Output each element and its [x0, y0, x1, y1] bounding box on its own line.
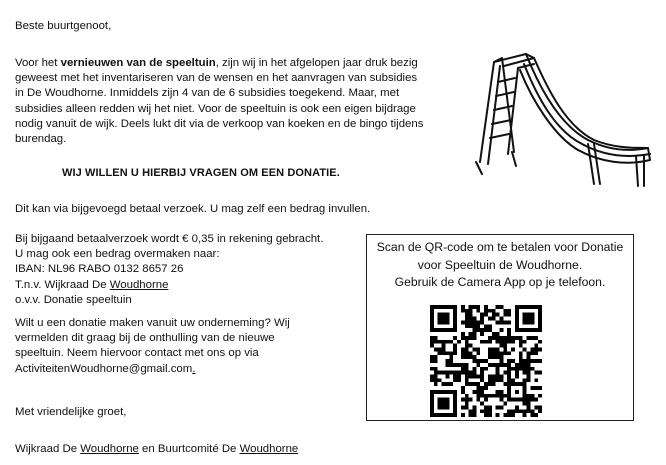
qr-instruction-line: Scan de QR-code om te betalen voor Donatie: [376, 240, 624, 254]
email-line: ActiviteitenWoudhorne@gmail.com.: [15, 362, 196, 375]
signature: Wijkraad De Woudhorne en Buurtcomité De Woudhorne: [15, 443, 299, 455]
business-line: vermelden dit graag bij de onthulling van de nieuwe: [15, 332, 275, 345]
intro-line: nodig vanuit de wijk. Deels lukt dit via de verkoop van koeken en de bingo tijdens: [15, 117, 424, 130]
intro-bold-phrase: vernieuwen van de speeltuin: [60, 57, 216, 69]
iban-line: IBAN: NL96 RABO 0132 8657 26: [15, 263, 184, 276]
business-paragraph: [15, 316, 290, 377]
closing-greeting: Met vriendelijke groet,: [15, 406, 127, 418]
payment-line: Bij bijgaand betaalverzoek wordt € 0,35 in rekening gebracht.: [15, 233, 324, 245]
intro-paragraph: [15, 56, 465, 147]
donation-heading: WIJ WILLEN U HIERBIJ VRAGEN OM EEN DONATIE.: [62, 167, 340, 179]
intro-line: in De Woudhorne. Inmiddels zijn 4 van de 6 subsidies toegekend. Maar, met: [15, 87, 400, 100]
intro-line: Voor het vernieuwen van de speeltuin, zijn wij in het afgelopen jaar druk bezig: [15, 57, 418, 69]
qr-instructions: [367, 239, 633, 292]
intro-line: subsidies alleen redden wij het niet. Voor de speeltuin is ook een eigen bijdrage: [15, 102, 416, 115]
qr-instruction-line: voor Speeltuin de Woudhorne.: [417, 257, 583, 272]
email-link[interactable]: ActiviteitenWoudhorne@gmail.com: [15, 362, 193, 375]
intro-line: burendag.: [15, 133, 67, 146]
qr-code-icon[interactable]: [430, 305, 542, 417]
ovv-line: o.v.v. Donatie speeltuin: [15, 293, 132, 306]
payment-line: U mag ook een bedrag overmaken naar:: [15, 248, 220, 261]
qr-instruction-line: Gebruik de Camera App op je telefoon.: [394, 275, 606, 289]
slide-icon: [468, 44, 654, 194]
payment-request-line: Dit kan via bijgevoegd betaal verzoek. U mag zelf een bedrag invullen.: [15, 203, 371, 215]
business-line: Wilt u een donatie maken vanuit uw onderneming? Wij: [15, 317, 290, 329]
business-line: speeltuin. Neem hiervoor contact met ons op via: [15, 347, 259, 360]
tnv-line: T.n.v. Wijkraad De Woudhorne: [15, 278, 169, 291]
intro-line: geweest met het inventariseren van de wensen en het aanvragen van subsidies: [15, 72, 418, 85]
salutation: Beste buurtgenoot,: [15, 20, 112, 32]
payment-details: [15, 232, 323, 308]
